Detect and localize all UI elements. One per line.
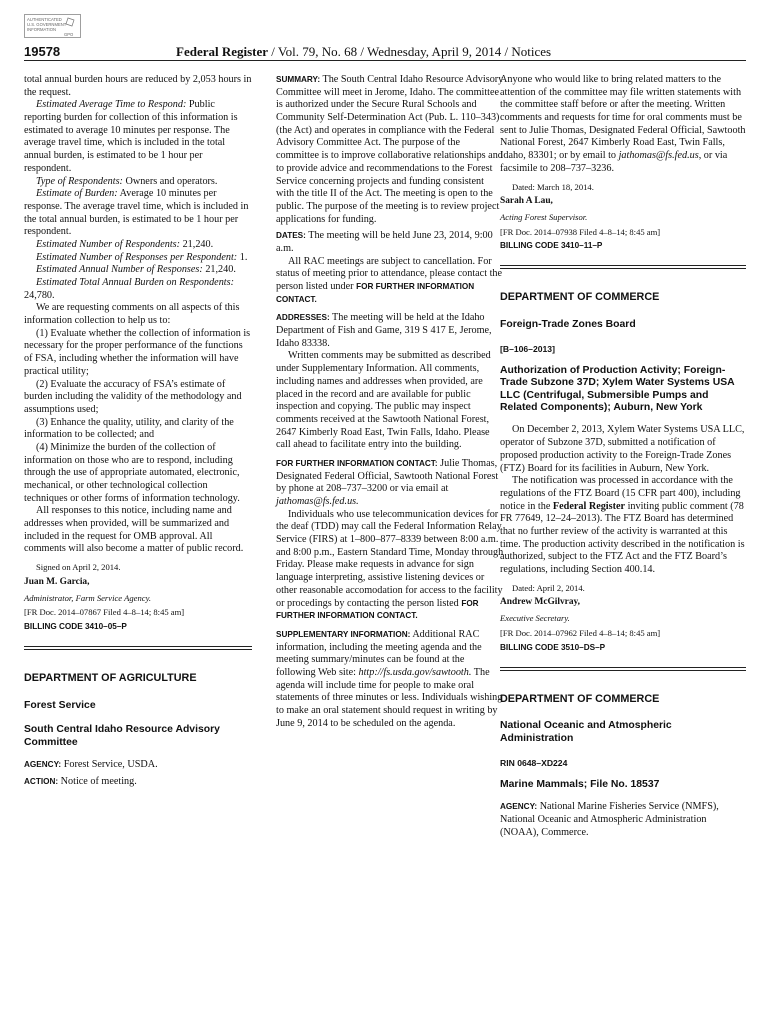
signer-name: Juan M. Garcia, xyxy=(24,576,90,587)
fr-doc-line: [FR Doc. 2014–07867 Filed 4–8–14; 8:45 am] xyxy=(24,607,185,618)
agency-line: AGENCY: Forest Service, USDA. xyxy=(24,759,158,771)
paragraph: (2) Evaluate the accuracy of FSA’s estimate of burden including the validity of the methodology and assumptions used; xyxy=(24,378,242,415)
subject-heading: South Central Idaho Resource Advisory Committee xyxy=(24,724,220,748)
seal-icon xyxy=(24,14,110,38)
paragraph: Type of Respondents: Owners and operators. xyxy=(36,175,218,187)
agency-heading: Forest Service xyxy=(24,699,96,711)
signer-title: Administrator, Farm Service Agency. xyxy=(24,592,152,603)
paragraph: (3) Enhance the quality, utility, and clarity of the information to be collected; and xyxy=(24,416,234,441)
paragraph: Individuals who use telecommunication devices for the deaf (TDD) may call the Federal Information Relay Service (FIRS) at 1–800–877–8339 between 8:00 a.m. and 8:00 p.m., Eastern Standard Time, Monday through Friday. Please make requests in advance for sign language interpreting, assistive listening devices or other reasonable accomodation for access to the facility or procedings by contacting the person listed FOR FURTHER INFORMATION CONTACT. xyxy=(276,508,504,621)
subject-heading: Marine Mammals; File No. 18537 xyxy=(500,778,660,790)
department-heading: DEPARTMENT OF AGRICULTURE xyxy=(24,672,197,685)
signer-name: Sarah A Lau, xyxy=(500,196,553,207)
signed-date: Signed on April 2, 2014. xyxy=(36,562,121,573)
section-divider xyxy=(24,646,252,647)
header-details: / Vol. 79, No. 68 / Wednesday, April 9, 2014 / Notices xyxy=(268,44,552,59)
dated-line: Dated: March 18, 2014. xyxy=(512,181,594,192)
section-divider xyxy=(24,649,252,650)
paragraph: The notification was processed in accordance with the regulations of the FTZ Board (15 CFR part 400), including notice in the Federal Register inviting public comment (78 FR 77649, 12–24–2013). The FTZ Board has determined that no further review of the activity is warranted at this time. The production activity described in the notification is authorized, subject to the FTZ Act and the FTZ Board’s regulations, including Section 400.14. xyxy=(500,475,745,576)
page-header xyxy=(24,44,746,61)
seal-line-4: GPO xyxy=(64,32,74,37)
paragraph: (4) Minimize the burden of the collection of information on those who are to respond, including through the use of appropriate automated, electronic, mechanical, or other technological collection techniques or other forms of information technology. xyxy=(24,441,240,504)
dated-line: Dated: April 2, 2014. xyxy=(512,582,585,593)
paragraph: Estimated Total Annual Burden on Respondents: 24,780. xyxy=(24,277,234,301)
action-line: ACTION: Notice of meeting. xyxy=(24,776,137,788)
contact-paragraph: FOR FURTHER INFORMATION CONTACT: Julie Thomas, Designated Federal Official, Sawtooth National Forest by phone at 208–737–3200 or via email at jathomas@fs.fed.us. xyxy=(276,457,499,507)
paragraph: total annual burden hours are reduced by 2,053 hours in the request. xyxy=(24,74,252,98)
supplementary-paragraph: SUPPLEMENTARY INFORMATION: Additional RAC information, including the meeting agenda and the meeting summary/minutes can be found at the following Web site: http://fs.usda.gov/sawtooth. The agenda will include time for people to make oral statements of three minutes or less. Individuals wishing to make an oral statement should request in writing by June 9, 2014 to be scheduled on the agenda. xyxy=(276,628,503,729)
paragraph: Estimate of Burden: Average 10 minutes per response. The average travel time, which is included in the total annual burden, is estimated to be 1 hour per respondent. xyxy=(24,188,249,238)
department-heading: DEPARTMENT OF COMMERCE xyxy=(500,291,660,304)
section-divider xyxy=(500,667,746,668)
paragraph: (1) Evaluate whether the collection of information is necessary for the proper performance of the functions of FSA, including whether the information will have practical utility; xyxy=(24,327,251,377)
section-divider xyxy=(500,670,746,671)
paragraph: Anyone who would like to bring related matters to the attention of the committee may file written statements with the committee staff before or after the meeting. Written comments and requests for time for oral comments must be sent to Julie Thomas, Designated Federal Official, Sawtooth National Forest, 2647 Kimberly Road East, Twin Falls, Idaho, 83301; or by email to jathomas@fs.fed.us, or via facsimile to 208–737–3236. xyxy=(500,74,746,174)
section-divider xyxy=(500,268,746,269)
paragraph: Written comments may be submitted as described under Supplementary Information. All comments, including names and addresses when provided, are placed in the record and are available for public inspection and copying. The public may inspect comments received at the Sawtooth National Forest, 2647 Kimberly Road East, Twin Falls, Idaho. Please call ahead to facilitate entry into the building. xyxy=(276,350,491,451)
page-number: 19578 xyxy=(24,44,61,59)
summary-paragraph: SUMMARY: The South Central Idaho Resource Advisory Committee will meet in Jerome, Idaho. The committee is authorized under the Secure Rural Schools and Community Self-Determination Act (Pub. L. 110–343) (the Act) and operates in compliance with the Federal Advisory Committee Act. The purpose of the committee is to improve collaborative relationships and to provide advice and recommendations to the Forest Service concerning projects and funding consistent with the title II of the Act. The meeting is open to the public. The purpose of the meeting is to review project applications for funding. xyxy=(276,74,504,225)
header-title: Federal Register xyxy=(176,44,269,59)
seal-line-3: INFORMATION xyxy=(27,27,56,32)
agency-line: AGENCY: National Marine Fisheries Service (NMFS), National Oceanic and Atmospheric Administration (NOAA), Commerce. xyxy=(500,801,719,838)
fr-doc-line: [FR Doc. 2014–07962 Filed 4–8–14; 8:45 am] xyxy=(500,627,661,638)
column-3 xyxy=(500,74,746,839)
docket-number: [B–106–2013] xyxy=(500,343,555,354)
agency-heading: Foreign-Trade Zones Board xyxy=(500,318,636,330)
department-heading: DEPARTMENT OF COMMERCE xyxy=(500,692,660,705)
paragraph: All responses to this notice, including name and addresses when provided, will be summarized and included in the request for OMB approval. All comments will also become a matter of public record. xyxy=(24,505,244,555)
rin-number: RIN 0648–XD224 xyxy=(500,758,568,769)
gpo-authentication-seal xyxy=(24,14,110,38)
signer-title: Acting Forest Supervisor. xyxy=(500,211,588,222)
addresses-paragraph: ADDRESSES: The meeting will be held at the Idaho Department of Fish and Game, 319 S 417 E, Jerome, Idaho 83338. xyxy=(276,312,492,349)
paragraph: On December 2, 2013, Xylem Water Systems USA LLC, operator of Subzone 37D, submitted a notification of proposed production activity to the Foreign-Trade Zones (FTZ) Board for its facilities in Auburn, New York. xyxy=(500,424,745,474)
paragraph: Estimated Average Time to Respond: Public reporting burden for collection of this information is estimated to average 10 minutes per response. The average travel time, which is included in the total annual burden, is estimated to be 1 hour per respondent. xyxy=(24,99,238,174)
section-divider xyxy=(500,265,746,266)
fr-doc-line: [FR Doc. 2014–07938 Filed 4–8–14; 8:45 am] xyxy=(500,226,661,237)
seal-line-1: AUTHENTICATED xyxy=(27,17,62,22)
dates-paragraph: DATES: The meeting will be held June 23, 2014, 9:00 a.m. xyxy=(276,230,493,254)
signer-title: Executive Secretary. xyxy=(500,613,570,624)
header-citation xyxy=(176,44,551,60)
paragraph: We are requesting comments on all aspects of this information collection to help us to: xyxy=(24,302,240,327)
billing-code: BILLING CODE 3510–DS–P xyxy=(500,642,606,652)
billing-code: BILLING CODE 3410–05–P xyxy=(24,621,127,631)
paragraph: Estimated Number of Responses per Respondent: 1. xyxy=(36,251,248,263)
paragraph: Estimated Annual Number of Responses: 21,240. xyxy=(36,264,236,276)
agency-heading: National Oceanic and Atmospheric Administration xyxy=(500,720,672,745)
signer-name: Andrew McGilvray, xyxy=(500,597,581,608)
column-1 xyxy=(24,74,252,789)
subject-heading: Authorization of Production Activity; Foreign-Trade Subzone 37D; Xylem Water Systems USA LLC (Centrifugal, Submersible Pumps and Related Components); Auburn, New York xyxy=(500,364,735,413)
paragraph: All RAC meetings are subject to cancellation. For status of meeting prior to attendance, please contact the person listed under FOR FURTHER INFORMATION CONTACT. xyxy=(276,255,503,304)
column-2 xyxy=(276,74,504,730)
seal-line-2: U.S. GOVERNMENT xyxy=(27,22,67,27)
billing-code: BILLING CODE 3410–11–P xyxy=(500,241,603,251)
paragraph: Estimated Number of Respondents: 21,240. xyxy=(36,238,214,250)
